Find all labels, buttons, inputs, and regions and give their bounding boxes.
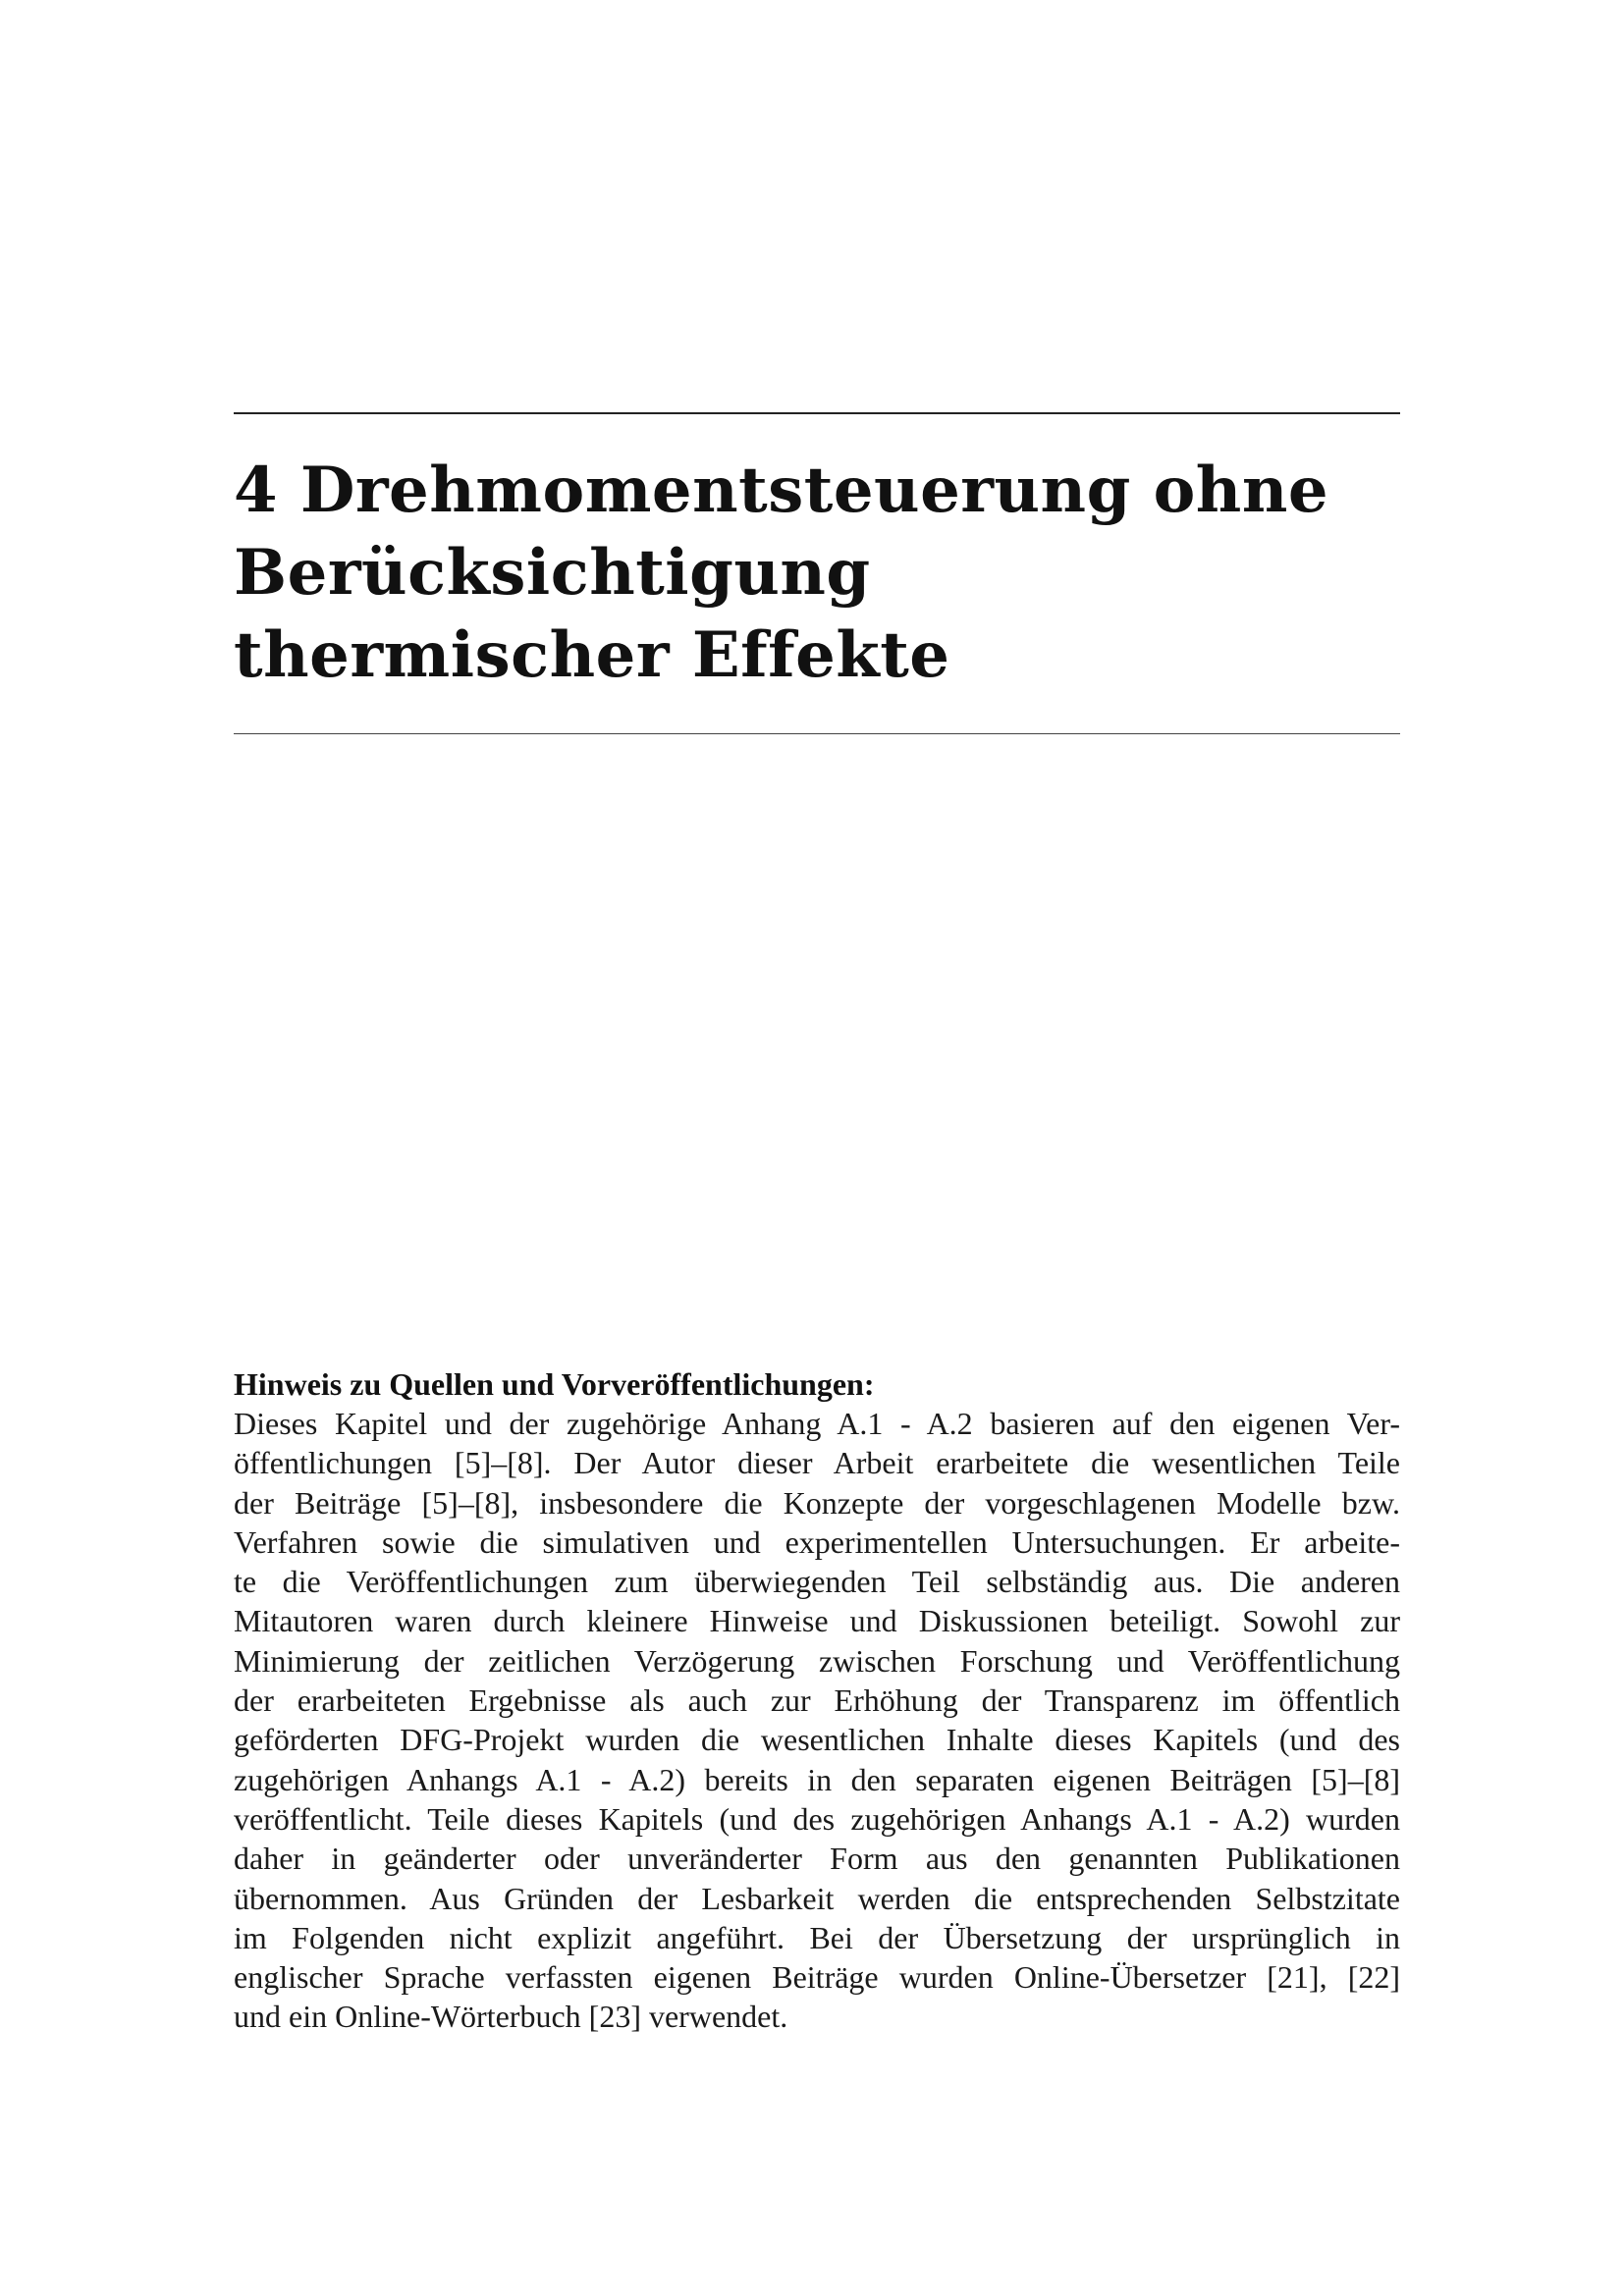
- chapter-title-line: Berücksichtigung: [234, 536, 871, 610]
- paragraph-line: Verfahren sowie die simulativen und experimentellen Untersuchungen. Er arbeite-: [234, 1523, 1400, 1560]
- paragraph-line: übernommen. Aus Gründen der Lesbarkeit werden die entsprechenden Selbstzitate: [234, 1880, 1400, 1916]
- sources-note: [234, 1364, 1400, 2037]
- sources-note-heading: Hinweis zu Quellen und Vorveröffentlichungen:: [234, 1366, 875, 1402]
- chapter-title-line: 4 Drehmomentsteuerung ohne: [234, 454, 1329, 527]
- paragraph-line: Minimierung der zeitlichen Verzögerung zwischen Forschung und Veröffentlichung: [234, 1642, 1400, 1679]
- chapter-title-line: thermischer Effekte: [234, 618, 950, 692]
- paragraph-line: der Beiträge [5]–[8], insbesondere die Konzepte der vorgeschlagenen Modelle bzw.: [234, 1484, 1400, 1521]
- paragraph-line: daher in geänderter oder unveränderter Form aus den genannten Publikationen: [234, 1841, 1400, 1877]
- paragraph-line: te die Veröffentlichungen zum überwiegenden Teil selbständig aus. Die anderen: [234, 1564, 1400, 1600]
- paragraph-line: und ein Online-Wörterbuch [23] verwendet.: [234, 1999, 788, 2035]
- paragraph-line: geförderten DFG-Projekt wurden die wesentlichen Inhalte dieses Kapitels (und des: [234, 1722, 1400, 1758]
- paragraph-line: Dieses Kapitel und der zugehörige Anhang A.1 - A.2 basieren auf den eigenen Ver-: [234, 1406, 1400, 1441]
- paragraph-line: öffentlichungen [5]–[8]. Der Autor dieser Arbeit erarbeitete die wesentlichen Teile: [234, 1445, 1400, 1481]
- paragraph-line: veröffentlicht. Teile dieses Kapitels (und des zugehörigen Anhangs A.1 - A.2) wurden: [234, 1800, 1400, 1837]
- paragraph-line: zugehörigen Anhangs A.1 - A.2) bereits in den separaten eigenen Beiträgen [5]–[8]: [234, 1761, 1400, 1797]
- paragraph-line: Mitautoren waren durch kleinere Hinweise und Diskussionen beteiligt. Sowohl zur: [234, 1603, 1400, 1639]
- chapter-bottom-rule: [234, 733, 1400, 734]
- paragraph-line: der erarbeiteten Ergebnisse als auch zur Erhöhung der Transparenz im öffentlich: [234, 1682, 1400, 1719]
- chapter-top-rule: [234, 412, 1400, 414]
- sources-note-body: [234, 1404, 1400, 2037]
- paragraph-line: im Folgenden nicht explizit angeführt. Bei der Übersetzung der ursprünglich in: [234, 1919, 1400, 1955]
- paragraph-line: englischer Sprache verfassten eigenen Beiträge wurden Online-Übersetzer [21], [22]: [234, 1959, 1400, 1996]
- chapter-title: [234, 450, 1400, 697]
